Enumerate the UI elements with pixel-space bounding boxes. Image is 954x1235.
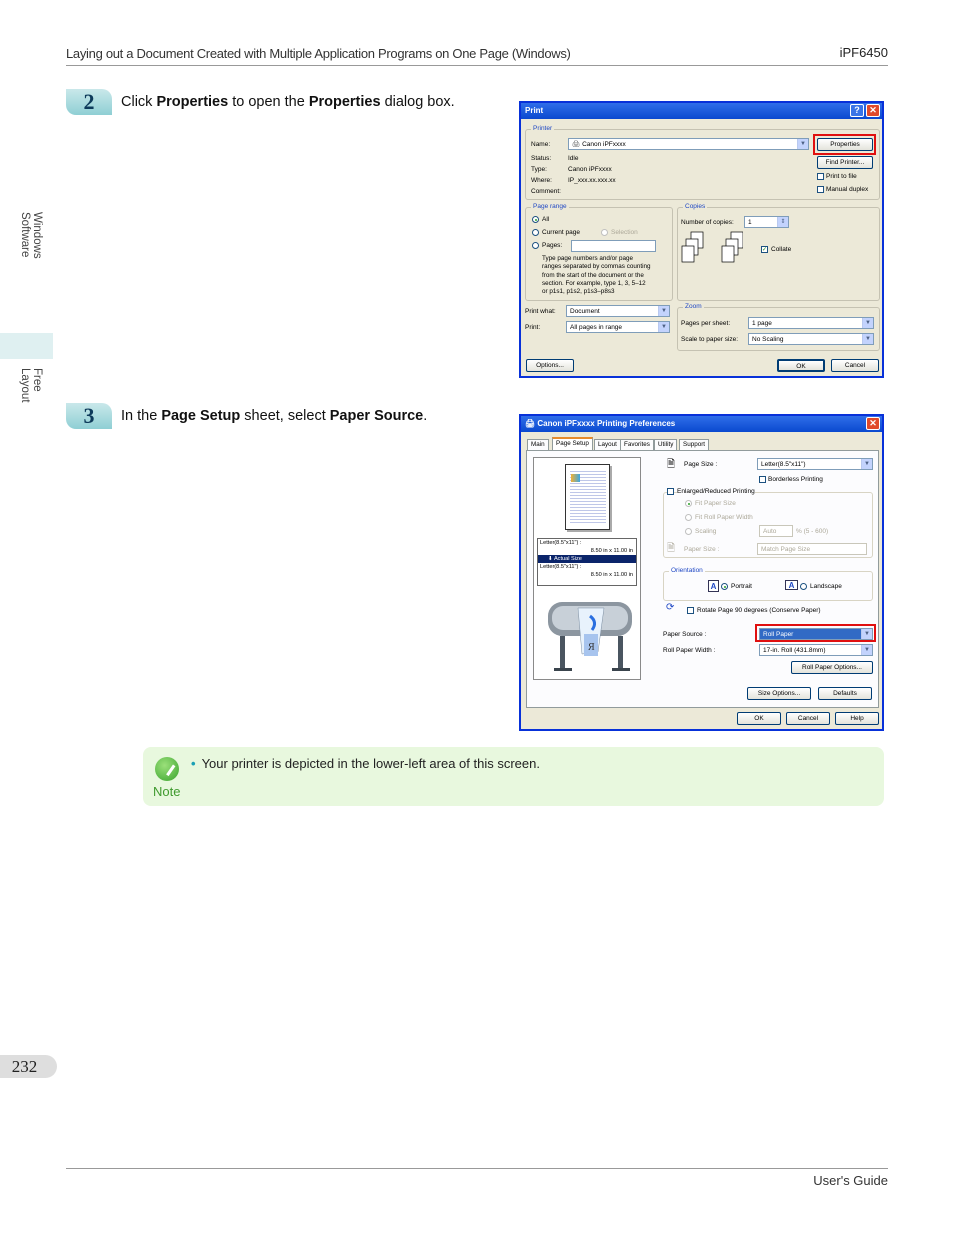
properties-button[interactable]: Properties [817, 138, 873, 151]
collate-checkbox[interactable]: ✓ [762, 247, 768, 253]
borderless-label: Borderless Printing [768, 476, 823, 483]
status-value: Idle [568, 155, 579, 162]
cancel-button[interactable]: Cancel [831, 359, 879, 372]
tab-page-setup[interactable]: Page Setup [552, 437, 593, 451]
zoom-label: Zoom [685, 303, 702, 310]
highlight-box [755, 624, 876, 642]
print-dialog [519, 101, 884, 378]
step-text: In the Page Setup sheet, select Paper Source. [121, 408, 428, 424]
num-copies-label: Number of copies: [681, 219, 734, 226]
help-icon[interactable]: ? [850, 104, 864, 117]
prefs-dialog-titlebar [521, 416, 882, 432]
landscape-label: Landscape [810, 583, 842, 590]
tab-layout[interactable]: Layout [594, 439, 621, 450]
ok-button[interactable]: OK [777, 359, 825, 372]
print-dialog-title: Print [525, 106, 544, 115]
roll-width-select[interactable]: 17-in. Roll (431.8mm) ▼ [759, 644, 873, 656]
footer-text: User's Guide [813, 1173, 888, 1188]
current-page-radio[interactable] [532, 229, 539, 236]
chevron-down-icon: ▼ [862, 334, 873, 344]
paper-source-select[interactable]: Roll Paper ▼ [759, 628, 873, 640]
note-label: Note [153, 784, 181, 799]
print-to-file-checkbox[interactable] [817, 173, 824, 180]
all-label: All [542, 216, 550, 223]
pages-radio[interactable] [532, 242, 539, 249]
all-radio[interactable] [532, 216, 539, 223]
side-marker [0, 333, 53, 359]
printer-icon: 🖨 [572, 141, 583, 148]
printer-icon: 🖨 [525, 419, 538, 428]
fit-roll-label: Fit Roll Paper Width [695, 514, 753, 521]
paper-source-label: Paper Source : [663, 631, 707, 638]
scaling-stepper[interactable]: Auto [759, 525, 793, 537]
chevron-down-icon: ▼ [658, 306, 669, 316]
roll-width-label: Roll Paper Width : [663, 647, 716, 654]
pages-per-sheet-select[interactable]: 1 page ▼ [748, 317, 874, 329]
scaling-range: % (5 - 600) [796, 528, 829, 535]
printing-preferences-dialog [519, 414, 884, 731]
enlarged-checkbox[interactable] [667, 488, 674, 495]
actual-size-bar: ⬇ Actual Size [538, 555, 636, 563]
pages-help-text: Type page numbers and/or page ranges separated by commas counting from the start of the document or the section. For example, type 1, 3, 5–12 or p1s1, p1s2, p1s3–p8s3 [542, 255, 651, 296]
chevron-down-icon: ▼ [658, 322, 669, 332]
page-size-select[interactable]: Letter(8.5"x11") ▼ [757, 458, 873, 470]
printer-group-label: Printer [533, 125, 553, 132]
close-icon[interactable]: ✕ [866, 417, 880, 430]
print-what-label: Print what: [525, 308, 556, 315]
page-header [66, 44, 888, 66]
cancel-button[interactable]: Cancel [786, 712, 830, 725]
page-size-label: Page Size : [684, 461, 718, 468]
manual-duplex-label: Manual duplex [826, 186, 869, 193]
header-model: iPF6450 [839, 45, 888, 60]
side-label-top: Windows Software [19, 212, 43, 259]
landscape-icon: A [785, 580, 798, 590]
step-number: 2 [66, 89, 112, 115]
scale-select[interactable]: No Scaling ▼ [748, 333, 874, 345]
scaling-radio[interactable] [685, 528, 692, 535]
side-label-bottom: Free Layout [19, 368, 43, 403]
defaults-button[interactable]: Defaults [818, 687, 872, 700]
size-options-button[interactable]: Size Options... [747, 687, 811, 700]
portrait-icon: A [708, 580, 719, 592]
copies-label: Copies [685, 203, 706, 210]
portrait-label: Portrait [731, 583, 752, 590]
manual-duplex-checkbox[interactable] [817, 186, 824, 193]
fit-roll-radio[interactable] [685, 514, 692, 521]
print-to-file-label: Print to file [826, 173, 857, 180]
step-text: Click Properties to open the Properties dialog box. [121, 94, 455, 110]
tab-favorites[interactable]: Favorites [620, 439, 654, 450]
print-dialog-titlebar [521, 103, 882, 119]
scaling-label: Scaling [695, 528, 717, 535]
rotate-label: Rotate Page 90 degrees (Conserve Paper) [697, 607, 821, 614]
fit-paper-label: Fit Paper Size [695, 500, 736, 507]
image-icon [571, 474, 580, 482]
status-label: Status: [531, 155, 552, 162]
borderless-checkbox[interactable] [759, 476, 766, 483]
enlarged-label: Enlarged/Reduced Printing [677, 488, 755, 495]
roll-paper-options-button[interactable]: Roll Paper Options... [791, 661, 873, 674]
help-button[interactable]: Help [835, 712, 879, 725]
tab-main[interactable]: Main [527, 439, 549, 450]
pages-label: Pages: [542, 242, 563, 249]
print-what-select[interactable]: Document ▼ [566, 305, 670, 317]
rotate-checkbox[interactable] [687, 607, 694, 614]
page-number: 232 [0, 1055, 57, 1078]
page-preview [565, 464, 610, 530]
chevron-down-icon: ▼ [861, 629, 872, 639]
options-button[interactable]: Options... [526, 359, 574, 372]
svg-text:Я: Я [588, 642, 595, 653]
num-copies-stepper[interactable]: 1 ⇕ [744, 216, 789, 228]
step-number: 3 [66, 403, 112, 429]
orientation-label: Orientation [671, 567, 703, 574]
collate-icon [681, 231, 743, 269]
highlight-box [813, 134, 876, 155]
find-printer-button[interactable]: Find Printer... [817, 156, 873, 169]
print-range-select[interactable]: All pages in range ▼ [566, 321, 670, 333]
where-value: IP_xxx.xx.xxx.xx [568, 177, 616, 184]
current-page-label: Current page [542, 229, 580, 236]
close-icon[interactable]: ✕ [866, 104, 880, 117]
page-footer [66, 1168, 888, 1188]
comment-label: Comment: [531, 188, 561, 195]
pages-input[interactable] [571, 240, 656, 252]
rotate-icon: ⟳ [666, 602, 675, 613]
spinner-icon: ⇕ [777, 217, 788, 227]
prefs-dialog-title: Canon iPFxxxx Printing Preferences [537, 419, 676, 428]
printer-illustration-icon [546, 592, 634, 677]
collate-label: Collate [771, 246, 792, 253]
name-label: Name: [531, 141, 551, 148]
size-info-box: Letter(8.5"x11") : 8.50 in x 11.00 in ⬇ Actual Size Letter(8.5"x11") : 8.50 in x 11.00 in [537, 538, 637, 586]
ok-button[interactable]: OK [737, 712, 781, 725]
print-label: Print: [525, 324, 541, 331]
type-label: Type: [531, 166, 547, 173]
printer-name-select[interactable]: 🖨 Canon iPFxxxx ▼ [568, 138, 809, 150]
header-title: Laying out a Document Created with Multiple Application Programs on One Page (Windows) [66, 46, 571, 61]
selection-label: Selection [611, 229, 638, 236]
landscape-radio[interactable] [800, 583, 807, 590]
pencil-note-icon [155, 757, 179, 781]
paper-size-label: Paper Size : [684, 546, 720, 553]
chevron-down-icon: ▼ [861, 645, 872, 655]
paper-size-select[interactable]: Match Page Size [757, 543, 867, 555]
portrait-radio[interactable] [721, 583, 728, 590]
preview-pane [533, 457, 641, 680]
page-icon: 🗎 [667, 459, 676, 470]
scale-label: Scale to paper size: [681, 336, 739, 343]
note-box [143, 747, 884, 806]
fit-paper-radio[interactable] [685, 500, 692, 507]
chevron-down-icon: ▼ [861, 459, 872, 469]
selection-radio[interactable] [601, 229, 608, 236]
tab-utility[interactable]: Utility [654, 439, 677, 450]
type-value: Canon iPFxxxx [568, 166, 612, 173]
paper-size-icon: 🗎 [667, 543, 676, 554]
chevron-down-icon: ▼ [797, 139, 808, 149]
pages-per-sheet-label: Pages per sheet: [681, 320, 731, 327]
where-label: Where: [531, 177, 552, 184]
note-text: • Your printer is depicted in the lower-left area of this screen. [191, 756, 540, 771]
tab-support[interactable]: Support [679, 439, 709, 450]
page-range-label: Page range [533, 203, 567, 210]
chevron-down-icon: ▼ [862, 318, 873, 328]
